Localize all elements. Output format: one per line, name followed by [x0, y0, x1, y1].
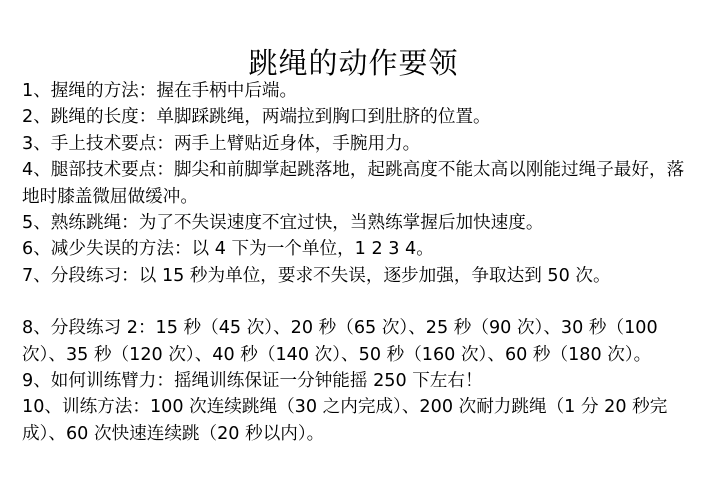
- list-item-6: 6、减少失误的方法：以 4 下为一个单位，1 2 3 4。: [22, 239, 434, 260]
- list-item-5: 5、熟练跳绳：为了不失误速度不宜过快，当熟练掌握后加快速度。: [22, 213, 544, 234]
- list-item-3: 3、手上技术要点：两手上臂贴近身体，手腕用力。: [22, 133, 421, 154]
- list-item-2: 2、跳绳的长度：单脚踩跳绳，两端拉到胸口到肚脐的位置。: [22, 107, 491, 128]
- list-item-7: 7、分段练习：以 15 秒为单位，要求不失误，逐步加强，争取达到 50 次。: [22, 265, 611, 286]
- list-spacer: [22, 289, 694, 315]
- list-item-4: 4、腿部技术要点：脚尖和前脚掌起跳落地，起跳高度不能太高以刚能过绳子最好，落地时膝盖微屈做缓冲。: [22, 160, 685, 207]
- list-item-9: 9、如何训练臂力：摇绳训练保证一分钟能摇 250 下左右！: [22, 371, 483, 392]
- list-item-8: 8、分段练习 2：15 秒（45 次）、20 秒（65 次）、25 秒（90 次）、30 秒（100 次）、35 秒（120 次）、40 秒（140 次）、50 秒（160 次）、60 秒（180 次）。: [22, 318, 658, 365]
- list-item-1: 1、握绳的方法：握在手柄中后端。: [22, 81, 298, 101]
- list-item-10: 10、训练方法：100 次连续跳绳（30 之内完成）、200 次耐力跳绳（1 分 20 秒完成）、60 次快速连续跳（20 秒以内）。: [22, 397, 668, 444]
- page-title: 跳绳的动作要领: [248, 46, 459, 81]
- tips-list: [22, 78, 694, 447]
